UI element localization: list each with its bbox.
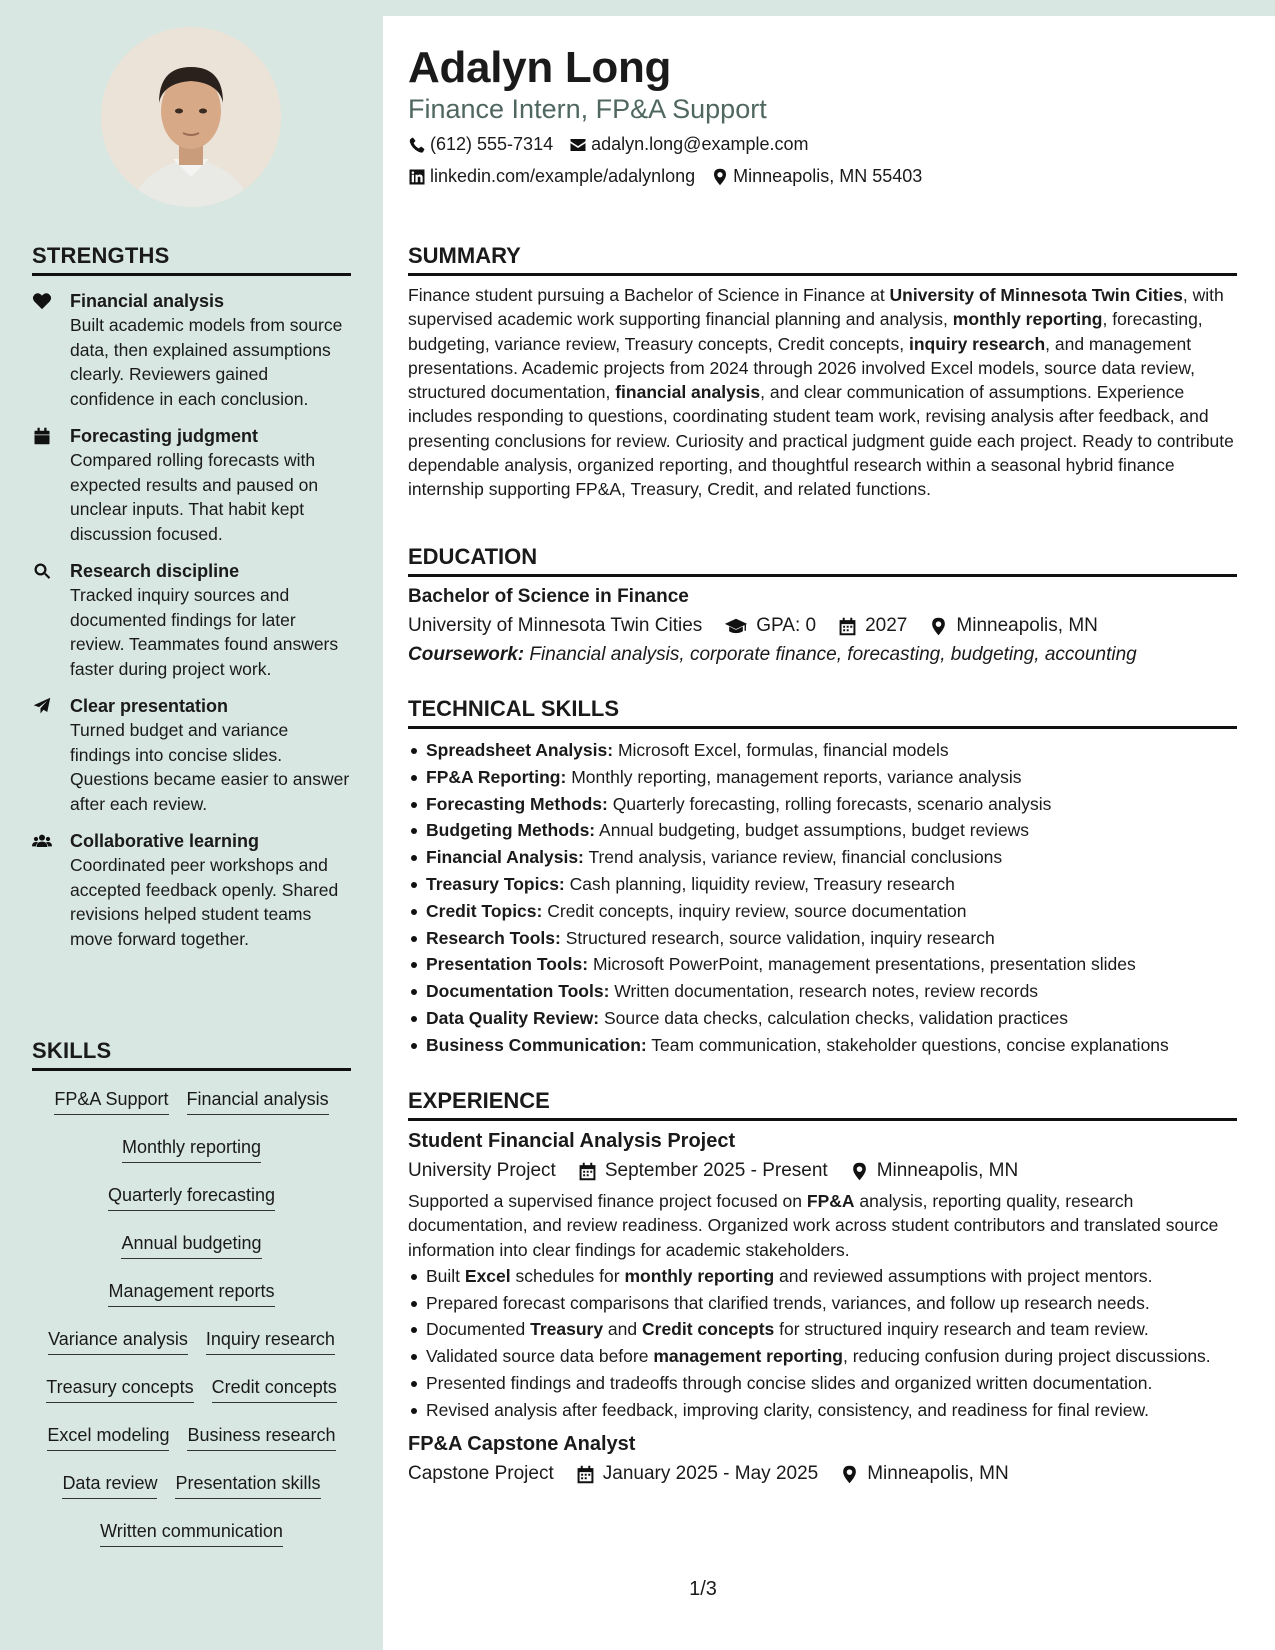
- skill-chip: Data review: [62, 1469, 157, 1499]
- calendar-icon: [576, 1465, 595, 1484]
- graduation-cap-icon: [724, 617, 748, 636]
- location-pin-icon: [840, 1465, 859, 1484]
- skill-chip: Presentation skills: [175, 1469, 320, 1499]
- envelope-icon: [569, 136, 587, 154]
- list-item: Research Tools: Structured research, source validation, inquiry research: [408, 926, 1237, 950]
- profile-photo: [101, 27, 281, 207]
- strength-item: [32, 695, 351, 816]
- skill-chip: Management reports: [108, 1277, 274, 1307]
- strengths-heading: STRENGTHS: [32, 243, 351, 276]
- degree-title: Bachelor of Science in Finance: [408, 586, 689, 607]
- skill-chip: FP&A Support: [54, 1085, 168, 1115]
- strength-title: Collaborative learning: [70, 831, 260, 851]
- skill-chip: Variance analysis: [48, 1325, 188, 1355]
- list-item: Documented Treasury and Credit concepts for structured inquiry research and team review.: [408, 1317, 1237, 1341]
- list-item: Presented findings and tradeoffs through concise slides and organized written documentation.: [408, 1371, 1237, 1395]
- technical-skills-heading: TECHNICAL SKILLS: [408, 696, 1237, 729]
- calendar-icon: [838, 617, 857, 636]
- candidate-subtitle: Finance Intern, FP&A Support: [408, 94, 767, 124]
- job-meta: [408, 1160, 1237, 1182]
- strength-text: Coordinated peer workshops and accepted feedback openly. Shared revisions helped student teams move forward together.: [70, 855, 339, 949]
- list-item: Credit Topics: Credit concepts, inquiry review, source documentation: [408, 899, 1237, 923]
- heart-icon: [32, 292, 52, 310]
- skills-chip-list: [32, 1079, 351, 1559]
- paper-plane-icon: [32, 697, 52, 715]
- education-section: [408, 544, 1237, 666]
- skill-chip: Monthly reporting: [122, 1133, 261, 1163]
- strength-text: Tracked inquiry sources and documented findings for later review. Teammates found answers faster during project work.: [70, 585, 339, 679]
- skills-heading: SKILLS: [32, 1038, 351, 1071]
- search-icon: [32, 562, 52, 580]
- phone-icon: [408, 136, 426, 154]
- skill-chip: Inquiry research: [206, 1325, 335, 1355]
- job-dates: September 2025 - Present: [604, 1160, 828, 1181]
- calendar-icon: [32, 427, 52, 445]
- portrait-image: [101, 27, 281, 207]
- strength-title: Forecasting judgment: [70, 426, 259, 446]
- list-item: Revised analysis after feedback, improving clarity, consistency, and readiness for final review.: [408, 1398, 1237, 1422]
- skill-chip: Written communication: [100, 1517, 283, 1547]
- strength-item: [32, 290, 351, 411]
- skill-chip: Financial analysis: [187, 1085, 329, 1115]
- education-location: Minneapolis, MN: [956, 615, 1098, 636]
- strength-item: [32, 830, 351, 951]
- list-item: Spreadsheet Analysis: Microsoft Excel, formulas, financial models: [408, 738, 1237, 762]
- gpa-value: GPA: 0: [756, 615, 817, 636]
- location-pin-icon: [850, 1162, 869, 1181]
- summary-paragraph: Finance student pursuing a Bachelor of Science in Finance at University of Minnesota Twin Cities, with supervised academic work supporting financial planning and analysis, monthly reporting, forecasting, budgeting, variance review, Treasury concepts, Credit concepts, inquiry research, and management presentations. Academic projects from 2024 through 2026 involved Excel models, source data review, structured documentation, financial analysis, and clear communication of assumptions. Experience includes responding to questions, coordinating student team work, revising analysis after feedback, and presenting conclusions for review. Curiosity and practical judgment guide each project. Ready to contribute dependable analysis, organized reporting, and thoughtful research within a seasonal hybrid finance internship supporting FP&A, Treasury, Credit, and related functions.: [408, 285, 1234, 500]
- list-item: Financial Analysis: Trend analysis, variance review, financial conclusions: [408, 845, 1237, 869]
- list-item: Treasury Topics: Cash planning, liquidity review, Treasury research: [408, 872, 1237, 896]
- strength-text: Turned budget and variance findings into concise slides. Questions became easier to answer after each review.: [70, 720, 350, 814]
- users-icon: [32, 832, 52, 850]
- contact-row: [408, 166, 922, 187]
- skill-chip: Excel modeling: [47, 1421, 169, 1451]
- job-dates: January 2025 - May 2025: [602, 1463, 819, 1485]
- list-item: Forecasting Methods: Quarterly forecasting, rolling forecasts, scenario analysis: [408, 792, 1237, 816]
- job-location: Minneapolis, MN: [867, 1463, 1009, 1485]
- candidate-name: Adalyn Long: [408, 43, 672, 92]
- strength-item: [32, 560, 351, 681]
- linkedin-link[interactable]: linkedin.com/example/adalynlong: [430, 166, 696, 186]
- summary-heading: SUMMARY: [408, 243, 1237, 276]
- list-item: FP&A Reporting: Monthly reporting, management reports, variance analysis: [408, 765, 1237, 789]
- strength-text: Built academic models from source data, then explained assumptions clearly. Reviewers gained confidence in each conclusion.: [70, 315, 343, 409]
- list-item: Validated source data before management reporting, reducing confusion during project discussions.: [408, 1344, 1237, 1368]
- job-location: Minneapolis, MN: [876, 1160, 1019, 1181]
- list-item: Budgeting Methods: Annual budgeting, budget assumptions, budget reviews: [408, 818, 1237, 842]
- location-pin-icon: [711, 168, 729, 186]
- skill-chip: Treasury concepts: [46, 1373, 193, 1403]
- school-name: University of Minnesota Twin Cities: [408, 615, 703, 636]
- contact-row: [408, 134, 808, 155]
- job-org: University Project: [408, 1160, 556, 1181]
- main-content: [383, 16, 1275, 1650]
- job-title: Student Financial Analysis Project: [408, 1130, 736, 1152]
- coursework-line: Coursework: Financial analysis, corporate finance, forecasting, budgeting, accounting: [408, 644, 1137, 665]
- list-item: Prepared forecast comparisons that clarified trends, variances, and follow up research needs.: [408, 1291, 1237, 1315]
- job-org: Capstone Project: [408, 1463, 554, 1485]
- job-bullets: [408, 1264, 1237, 1422]
- list-item: Documentation Tools: Written documentation, research notes, review records: [408, 979, 1237, 1003]
- technical-skills-list: [408, 738, 1237, 1057]
- calendar-icon: [578, 1162, 597, 1181]
- location-pin-icon: [929, 617, 948, 636]
- linkedin-icon: [408, 168, 426, 186]
- strength-item: [32, 425, 351, 546]
- skill-chip: Credit concepts: [212, 1373, 337, 1403]
- list-item: Business Communication: Team communication, stakeholder questions, concise explanations: [408, 1033, 1237, 1057]
- page-number: 1/3: [689, 1578, 717, 1600]
- strength-title: Clear presentation: [70, 696, 229, 716]
- location-text: Minneapolis, MN 55403: [733, 166, 923, 186]
- education-heading: EDUCATION: [408, 544, 1237, 577]
- strengths-section: [32, 243, 351, 951]
- job-title: FP&A Capstone Analyst: [408, 1433, 636, 1456]
- summary-section: [408, 243, 1237, 502]
- graduation-year: 2027: [865, 615, 908, 636]
- sidebar: [0, 0, 383, 1650]
- skill-chip: Annual budgeting: [121, 1229, 261, 1259]
- list-item: Data Quality Review: Source data checks, calculation checks, validation practices: [408, 1006, 1237, 1030]
- experience-section: [408, 1088, 1237, 1485]
- email-link[interactable]: adalyn.long@example.com: [591, 134, 809, 154]
- skill-chip: Quarterly forecasting: [108, 1181, 275, 1211]
- job-description: Supported a supervised finance project focused on FP&A analysis, reporting quality, research documentation, and review readiness. Organized work across student contributors and translated source information into clear findings for academic stakeholders.: [408, 1191, 1219, 1260]
- technical-skills-section: [408, 696, 1237, 1060]
- strength-title: Research discipline: [70, 561, 240, 581]
- job-meta: [408, 1463, 1237, 1485]
- list-item: Presentation Tools: Microsoft PowerPoint, management presentations, presentation slides: [408, 952, 1237, 976]
- phone-number[interactable]: (612) 555-7314: [430, 134, 554, 154]
- strength-text: Compared rolling forecasts with expected results and paused on unclear inputs. That habit kept discussion focused.: [70, 450, 319, 544]
- skills-section: [32, 1038, 351, 1559]
- skill-chip: Business research: [187, 1421, 335, 1451]
- experience-heading: EXPERIENCE: [408, 1088, 1237, 1121]
- strength-title: Financial analysis: [70, 291, 225, 311]
- education-meta: [408, 615, 1237, 637]
- list-item: Built Excel schedules for monthly reporting and reviewed assumptions with project mentors.: [408, 1264, 1237, 1288]
